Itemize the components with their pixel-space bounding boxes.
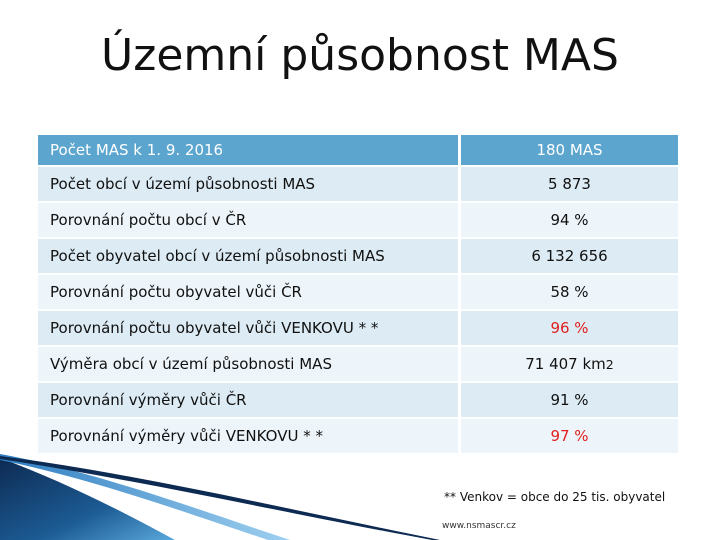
row-value: 96 % bbox=[458, 311, 678, 345]
row-value: 58 % bbox=[458, 275, 678, 309]
area-value: 71 407 km bbox=[525, 355, 606, 373]
row-label: Počet obyvatel obcí v území působnosti MAS bbox=[50, 247, 385, 265]
area-unit-superscript: 2 bbox=[605, 356, 614, 372]
row-value: 94 % bbox=[458, 203, 678, 237]
row-label: Porovnání výměry vůči ČR bbox=[50, 391, 247, 409]
table-row-population bbox=[38, 239, 678, 275]
row-label: Porovnání počtu obyvatel vůči ČR bbox=[50, 283, 302, 301]
table-row-population-share bbox=[38, 275, 678, 311]
website-link[interactable]: www.nsmascr.cz bbox=[442, 521, 516, 531]
row-label: Počet MAS k 1. 9. 2016 bbox=[50, 141, 224, 159]
footnote: ** Venkov = obce do 25 tis. obyvatel bbox=[444, 490, 666, 504]
row-label: Porovnání výměry vůči VENKOVU * * bbox=[50, 427, 323, 445]
table-row-municipalities-share bbox=[38, 203, 678, 239]
row-label: Porovnání počtu obyvatel vůči VENKOVU * * bbox=[50, 319, 379, 337]
row-label: Počet obcí v území působnosti MAS bbox=[50, 175, 316, 193]
table-row-population-rural-share bbox=[38, 311, 678, 347]
row-value bbox=[458, 347, 678, 381]
row-label: Výměra obcí v území působnosti MAS bbox=[50, 355, 332, 373]
row-label: Porovnání počtu obcí v ČR bbox=[50, 211, 247, 229]
table-row-mas-count bbox=[38, 135, 678, 167]
table-row-municipalities bbox=[38, 167, 678, 203]
table-row-area bbox=[38, 347, 678, 383]
row-value: 180 MAS bbox=[458, 135, 678, 165]
row-value: 91 % bbox=[458, 383, 678, 417]
row-value: 6 132 656 bbox=[458, 239, 678, 273]
decorative-swoosh bbox=[0, 440, 440, 540]
row-value: 97 % bbox=[458, 419, 678, 453]
table-row-area-share bbox=[38, 383, 678, 419]
row-value: 5 873 bbox=[458, 167, 678, 201]
slide-title: Územní působnost MAS bbox=[101, 30, 619, 81]
statistics-table bbox=[38, 135, 678, 455]
